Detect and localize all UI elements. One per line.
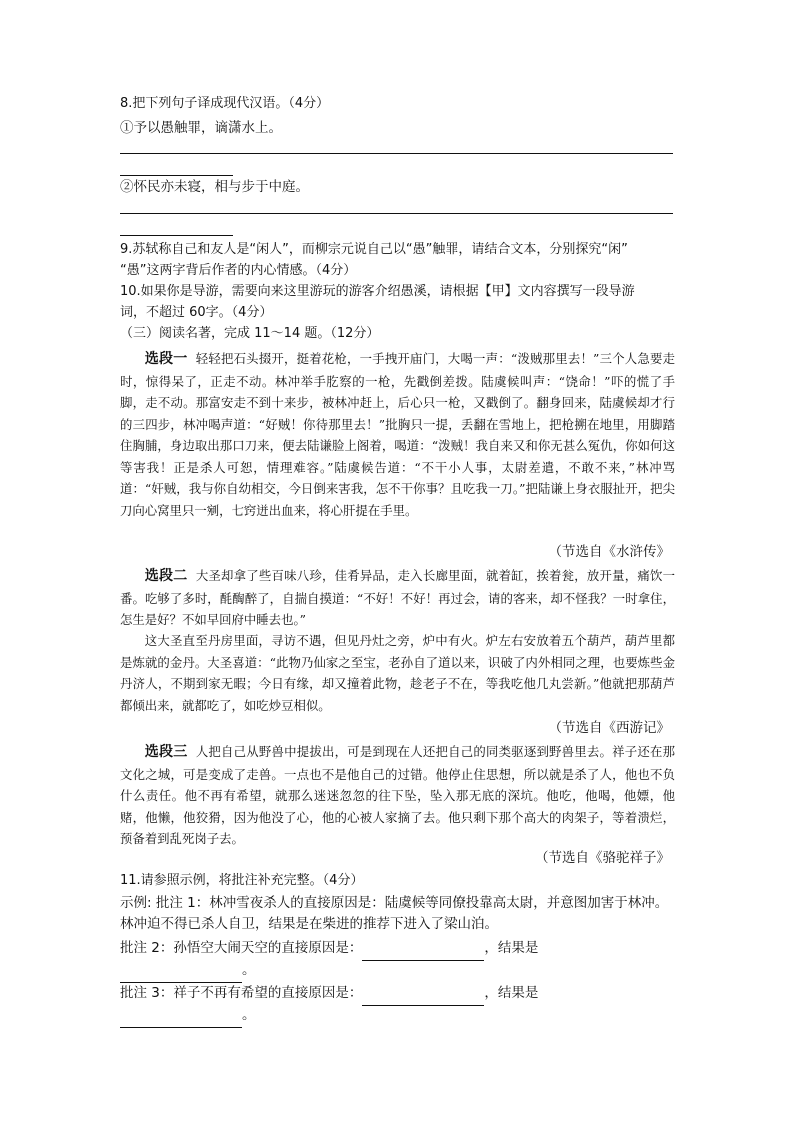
q11-title: 11.请参照示例，将批注补充完整。（4分）: [120, 873, 364, 888]
note-3-period: 。: [242, 1007, 256, 1023]
note-3-result-blank[interactable]: [120, 1007, 242, 1028]
note-2-result-blank[interactable]: [120, 962, 242, 983]
excerpt-1-source: （节选自《水浒传》: [548, 544, 670, 560]
q11-note-2-result: [120, 960, 256, 983]
excerpt-2-source: （节选自《西游记》: [548, 720, 670, 736]
note-2-mid: ，结果是: [484, 940, 539, 956]
note-2-period: 。: [242, 962, 256, 978]
q9-line-2: “愚”这两字背后作者的内心情感。（4分）: [120, 263, 357, 278]
note-3-prefix: 批注 3：祥子不再有希望的直接原因是：: [120, 985, 363, 1001]
q8-title: 8.把下列句子译成现代汉语。（4分）: [120, 96, 330, 111]
q10-line-1: 10.如果你是导游，需要向来这里游玩的游客介绍愚溪，请根据【甲】文内容撰写一段导游: [120, 284, 635, 299]
excerpt-1-text: 轻轻把石头掇开，挺着花枪，一手拽开庙门，大喝一声：“泼贼那里去！”三个人急要走时，惊得呆了，正走不动。林冲举手肐察的一枪，先戳倒差拨。陆虞候叫声：“饶命！”吓的慌了手脚，走不动。那富安走不到十来步，被林冲赶上，后心只一枪，又戳倒了。翻身回来，陆虞候却才行的三四步，林冲喝声道：“好贼！你待那里去！”批胸只一提，丢翻在雪地上，把枪搠在地里，用脚踏住胸脯，身边取出那口刀来，便去陆谦脸上阁着，喝道：“泼贼！我自来又和你无甚么冤仇，你如何这等害我！正是杀人可恕，情理难容。”陆虞候告道：“不干小人事，太尉差遣，不敢不来，”林冲骂道：“奸贼，我与你自幼相交，今日倒来害我，怎不干你事？且吃我一刀。”把陆谦上身衣服扯开，把尖刀向心窝里只一剜，七窍迸出血来，将心肝提在手里。: [120, 351, 676, 518]
excerpt-3-text: 人把自己从野兽中提拔出，可是到现在人还把自己的同类驱逐到野兽里去。祥子还在那文化之城，可是变成了走兽。一点也不是他自己的过错。他停止住思想，所以就是杀了人，他也不负什么责任。他不再有希望，就那么迷迷忽忽的往下坠，坠入那无底的深坑。他吃，他喝，他嫖，他赌，他懒，他狡猾，因为他没了心，他的心被人家摘了去。他只剩下那个高大的肉架子，等着溃烂，预备着到乱死岗子去。: [120, 744, 675, 846]
section-3-heading: （三）阅读名著，完成 11～14 题。（12分）: [120, 326, 380, 341]
excerpt-2: [120, 565, 675, 631]
answer-line: [120, 213, 673, 214]
excerpt-2-text-2: 这大圣直至丹房里面，寻访不遇，但见丹灶之旁，炉中有火。炉左右安放着五个葫芦，葫芦里都是炼就的金丹。大圣喜道：“此物乃仙家之至宝，老孙自了道以来，识破了内外相同之理，也要炼些金丹济人，不期到家无暇；今日有缘，却又撞着此物，趁老子不在，等我吃他几丸尝新。”他就把那葫芦都倾出来，就都吃了，如吃炒豆相似。: [120, 633, 675, 713]
note-3-cause-blank[interactable]: [362, 985, 484, 1006]
note-2-prefix: 批注 2：孙悟空大闹天空的直接原因是：: [120, 940, 363, 956]
q11-example: 示例: 批注 1：林冲雪夜杀人的直接原因是：陆虞候等同僚投靠高太尉，并意图加害于林冲。林冲迫不得已杀人自卫，结果是在柴进的推荐下进入了梁山泊。: [120, 895, 669, 932]
note-2-cause-blank[interactable]: [362, 940, 484, 961]
note-3-mid: ，结果是: [484, 985, 539, 1001]
excerpt-3-source: （节选自《骆驼祥子》: [535, 850, 670, 866]
excerpt-2-text-1: 大圣却拿了些百味八珍，佳肴异品，走入长廊里面，就着缸，挨着瓮，放开量，痛饮一番。吃够了多时，酕醄醉了，自揣自摸道：“不好！不好！再过会，请的客来，却不怪我？一时拿住，怎生是好？不如早回府中睡去也。”: [120, 568, 675, 627]
excerpt-1: [120, 348, 675, 521]
q9-line-1: 9.苏轼称自己和友人是“闲人”，而柳宗元说自己以“愚”触罪，请结合文本，分别探究“闲”: [120, 242, 628, 257]
excerpt-3-label: 选段三: [144, 744, 188, 760]
q8-item-2: ②怀民亦未寝，相与步于中庭。: [120, 179, 309, 195]
excerpt-1-label: 选段一: [144, 351, 188, 367]
answer-line: [120, 153, 673, 154]
answer-line-short: [120, 235, 233, 236]
q11-note-2: [120, 938, 538, 961]
excerpt-3: [120, 741, 675, 850]
excerpt-2-label: 选段二: [144, 568, 188, 584]
answer-line-short: [120, 175, 233, 176]
q11-note-3: [120, 983, 538, 1006]
q8-item-1: ①予以愚触罪，谪潇水上。: [120, 120, 282, 136]
q11-note-3-result: [120, 1005, 256, 1028]
q10-line-2: 词，不超过 60字。（4分）: [120, 305, 273, 320]
